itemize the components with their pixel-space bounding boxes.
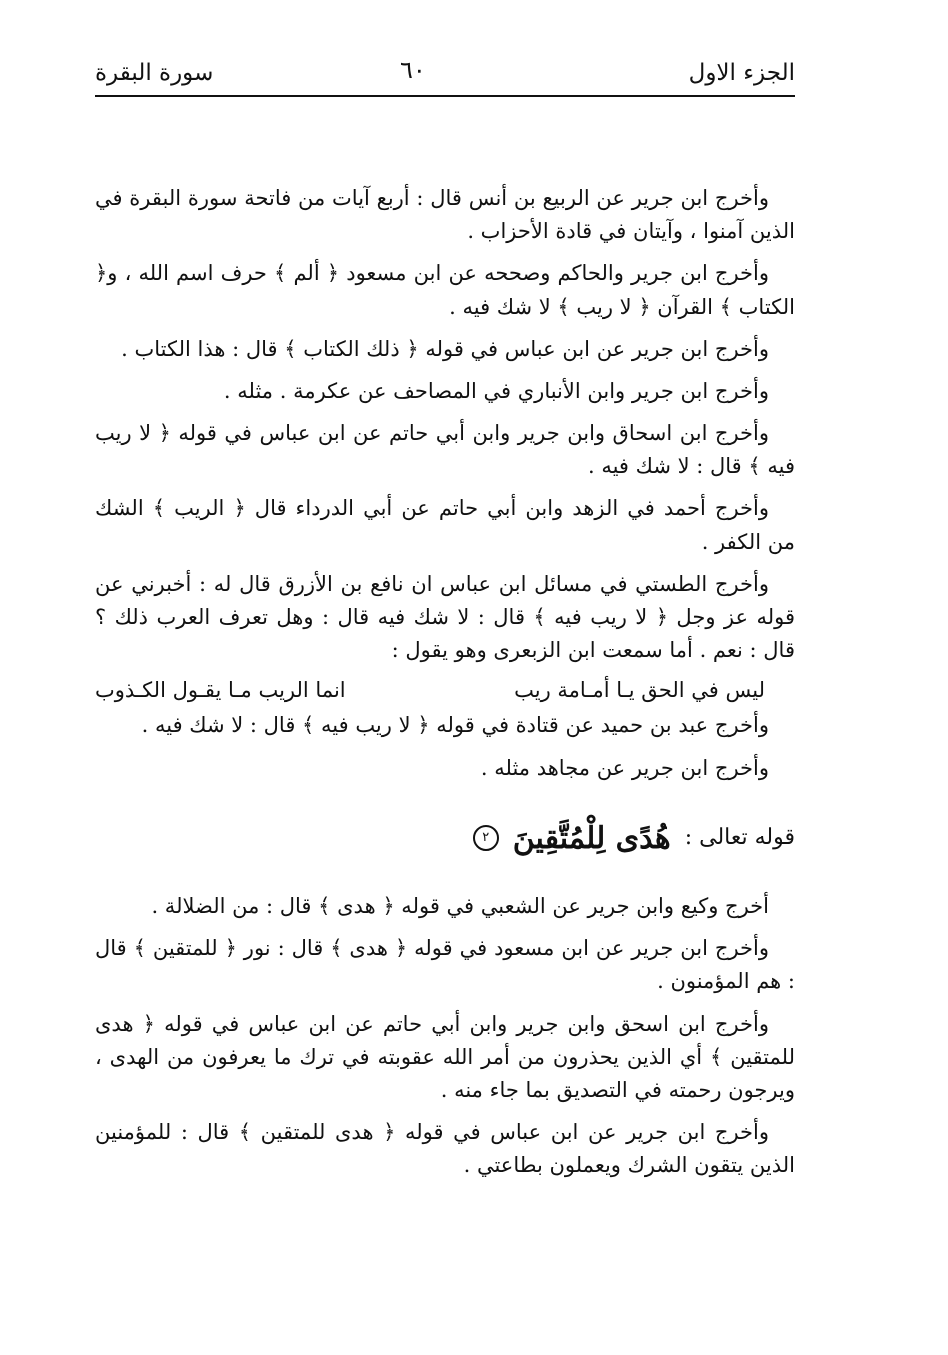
page-header xyxy=(95,50,795,102)
page-body xyxy=(95,182,795,1183)
paragraph: وأخرج عبد بن حميد عن قتادة في قوله ﴿ لا ريب فيه ﴾ قال : لا شك فيه . xyxy=(141,713,769,738)
paragraph: وأخرج أحمد في الزهد وابن أبي حاتم عن أبي الدرداء قال ﴿ الريب ﴾ الشك من الكفر . xyxy=(95,496,795,554)
poetry-verse xyxy=(95,674,795,707)
heading-label: قوله تعالى : xyxy=(684,825,795,851)
paragraph: وأخرج ابن جرير عن مجاهد مثله . xyxy=(480,755,769,780)
page-number: ٦٠ xyxy=(400,56,426,84)
surah-name: سورة البقرة xyxy=(95,60,214,86)
paragraph: وأخرج ابن جرير عن الربيع بن أنس قال : أربع آيات من فاتحة سورة البقرة في الذين آمنوا ، وآيتان في قادة الأحزاب . xyxy=(95,186,795,244)
verse-first-hemistich: ليس في الحق يـا أمـامة ريب xyxy=(514,678,765,703)
header-rule xyxy=(95,95,795,97)
paragraph: وأخرج ابن جرير عن ابن عباس في قوله ﴿ ذلك الكتاب ﴾ قال : هذا الكتاب . xyxy=(121,336,769,361)
paragraph: وأخرج ابن جرير وابن الأنباري في المصاحف عن عكرمة . مثله . xyxy=(223,378,769,403)
verse-heading xyxy=(95,815,795,862)
quran-verse-text: هُدًى لِلْمُتَّقِينَ xyxy=(512,820,671,856)
paragraph: وأخرج الطستي في مسائل ابن عباس ان نافع بن الأزرق قال له : أخبرني عن قوله عز وجل ﴿ لا ريب فيه ﴾ قال : لا شك فيه قال : وهل تعرف العرب ذلك ؟ قال : نعم . أما سمعت ابن الزبعرى وهو يقول : xyxy=(95,571,795,663)
paragraph: وأخرج ابن جرير عن ابن مسعود في قوله ﴿ هدى ﴾ قال : نور ﴿ للمتقين ﴾ قال : هم المؤمنون . xyxy=(95,936,795,994)
part-label: الجزء الاول xyxy=(688,60,795,86)
paragraph: وأخرج ابن جرير عن ابن عباس في قوله ﴿ هدى للمتقين ﴾ قال : للمؤمنين الذين يتقون الشرك ويعملون بطاعتي . xyxy=(95,1120,795,1178)
paragraph: وأخرج ابن اسحق وابن جرير وابن أبي حاتم عن ابن عباس في قوله ﴿ هدى للمتقين ﴾ أي الذين يحذرون من أمر الله عقوبته في ترك ما يعرفون من الهدى ، ويرجون رحمته في التصديق بما جاء منه . xyxy=(95,1011,795,1102)
ayah-number-icon: ٢ xyxy=(473,825,499,851)
book-page xyxy=(95,50,795,1310)
paragraph: وأخرج ابن اسحاق وابن جرير وابن أبي حاتم عن ابن عباس في قوله ﴿ لا ريب فيه ﴾ قال : لا شك فيه . xyxy=(95,421,795,479)
paragraph: وأخرج ابن جرير والحاكم وصححه عن ابن مسعود ﴿ ألم ﴾ حرف اسم الله ، و﴿ الكتاب ﴾ القرآن ﴿ لا ريب ﴾ لا شك فيه . xyxy=(95,261,795,319)
paragraph: أخرج وكيع وابن جرير عن الشعبي في قوله ﴿ هدى ﴾ قال : من الضلالة . xyxy=(151,894,769,919)
verse-second-hemistich: انما الريب مـا يقـول الكـذوب xyxy=(95,678,346,703)
